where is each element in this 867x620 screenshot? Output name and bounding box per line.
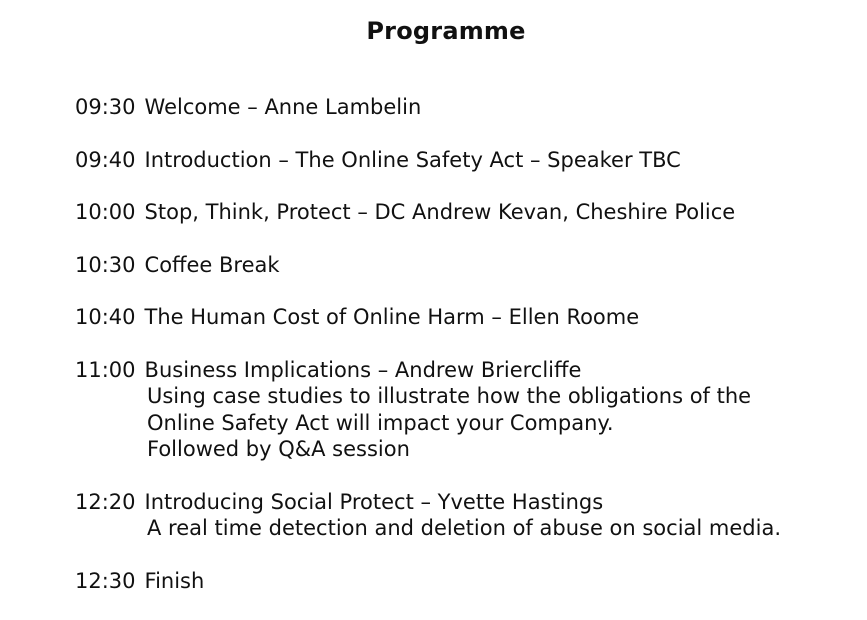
item-time: 10:40 bbox=[75, 305, 136, 329]
item-title: Finish bbox=[144, 568, 205, 593]
page-title: Programme bbox=[366, 17, 526, 45]
programme-item bbox=[75, 147, 855, 174]
item-title: The Human Cost of Online Harm – Ellen Roome bbox=[144, 305, 640, 329]
item-detail: Online Safety Act will impact your Company. bbox=[147, 410, 614, 435]
programme-item bbox=[75, 489, 855, 542]
item-title: Introduction – The Online Safety Act – Speaker TBC bbox=[144, 147, 681, 172]
programme-item bbox=[75, 568, 855, 595]
programme-item bbox=[75, 304, 855, 331]
programme-item bbox=[75, 252, 855, 279]
item-time: 12:30 bbox=[75, 568, 136, 593]
item-title: Business Implications – Andrew Briercliffe bbox=[144, 357, 582, 382]
item-title: Coffee Break bbox=[144, 252, 280, 277]
item-time: 12:20 bbox=[75, 489, 136, 514]
item-title: Stop, Think, Protect – DC Andrew Kevan, Cheshire Police bbox=[144, 200, 736, 224]
programme-list bbox=[75, 94, 855, 620]
item-time: 10:00 bbox=[75, 200, 136, 224]
item-title: Welcome – Anne Lambelin bbox=[144, 95, 422, 119]
item-detail: Using case studies to illustrate how the obligations of the bbox=[147, 384, 752, 408]
programme-item bbox=[75, 199, 855, 226]
item-time: 10:30 bbox=[75, 252, 136, 277]
programme-item bbox=[75, 94, 855, 121]
item-time: 09:30 bbox=[75, 95, 136, 119]
item-title: Introducing Social Protect – Yvette Hastings bbox=[144, 489, 604, 514]
item-time: 11:00 bbox=[75, 357, 136, 382]
item-time: 09:40 bbox=[75, 147, 136, 172]
programme-item bbox=[75, 357, 855, 463]
item-detail: A real time detection and deletion of abuse on social media. bbox=[147, 516, 781, 540]
item-detail: Followed by Q&A session bbox=[147, 437, 410, 461]
